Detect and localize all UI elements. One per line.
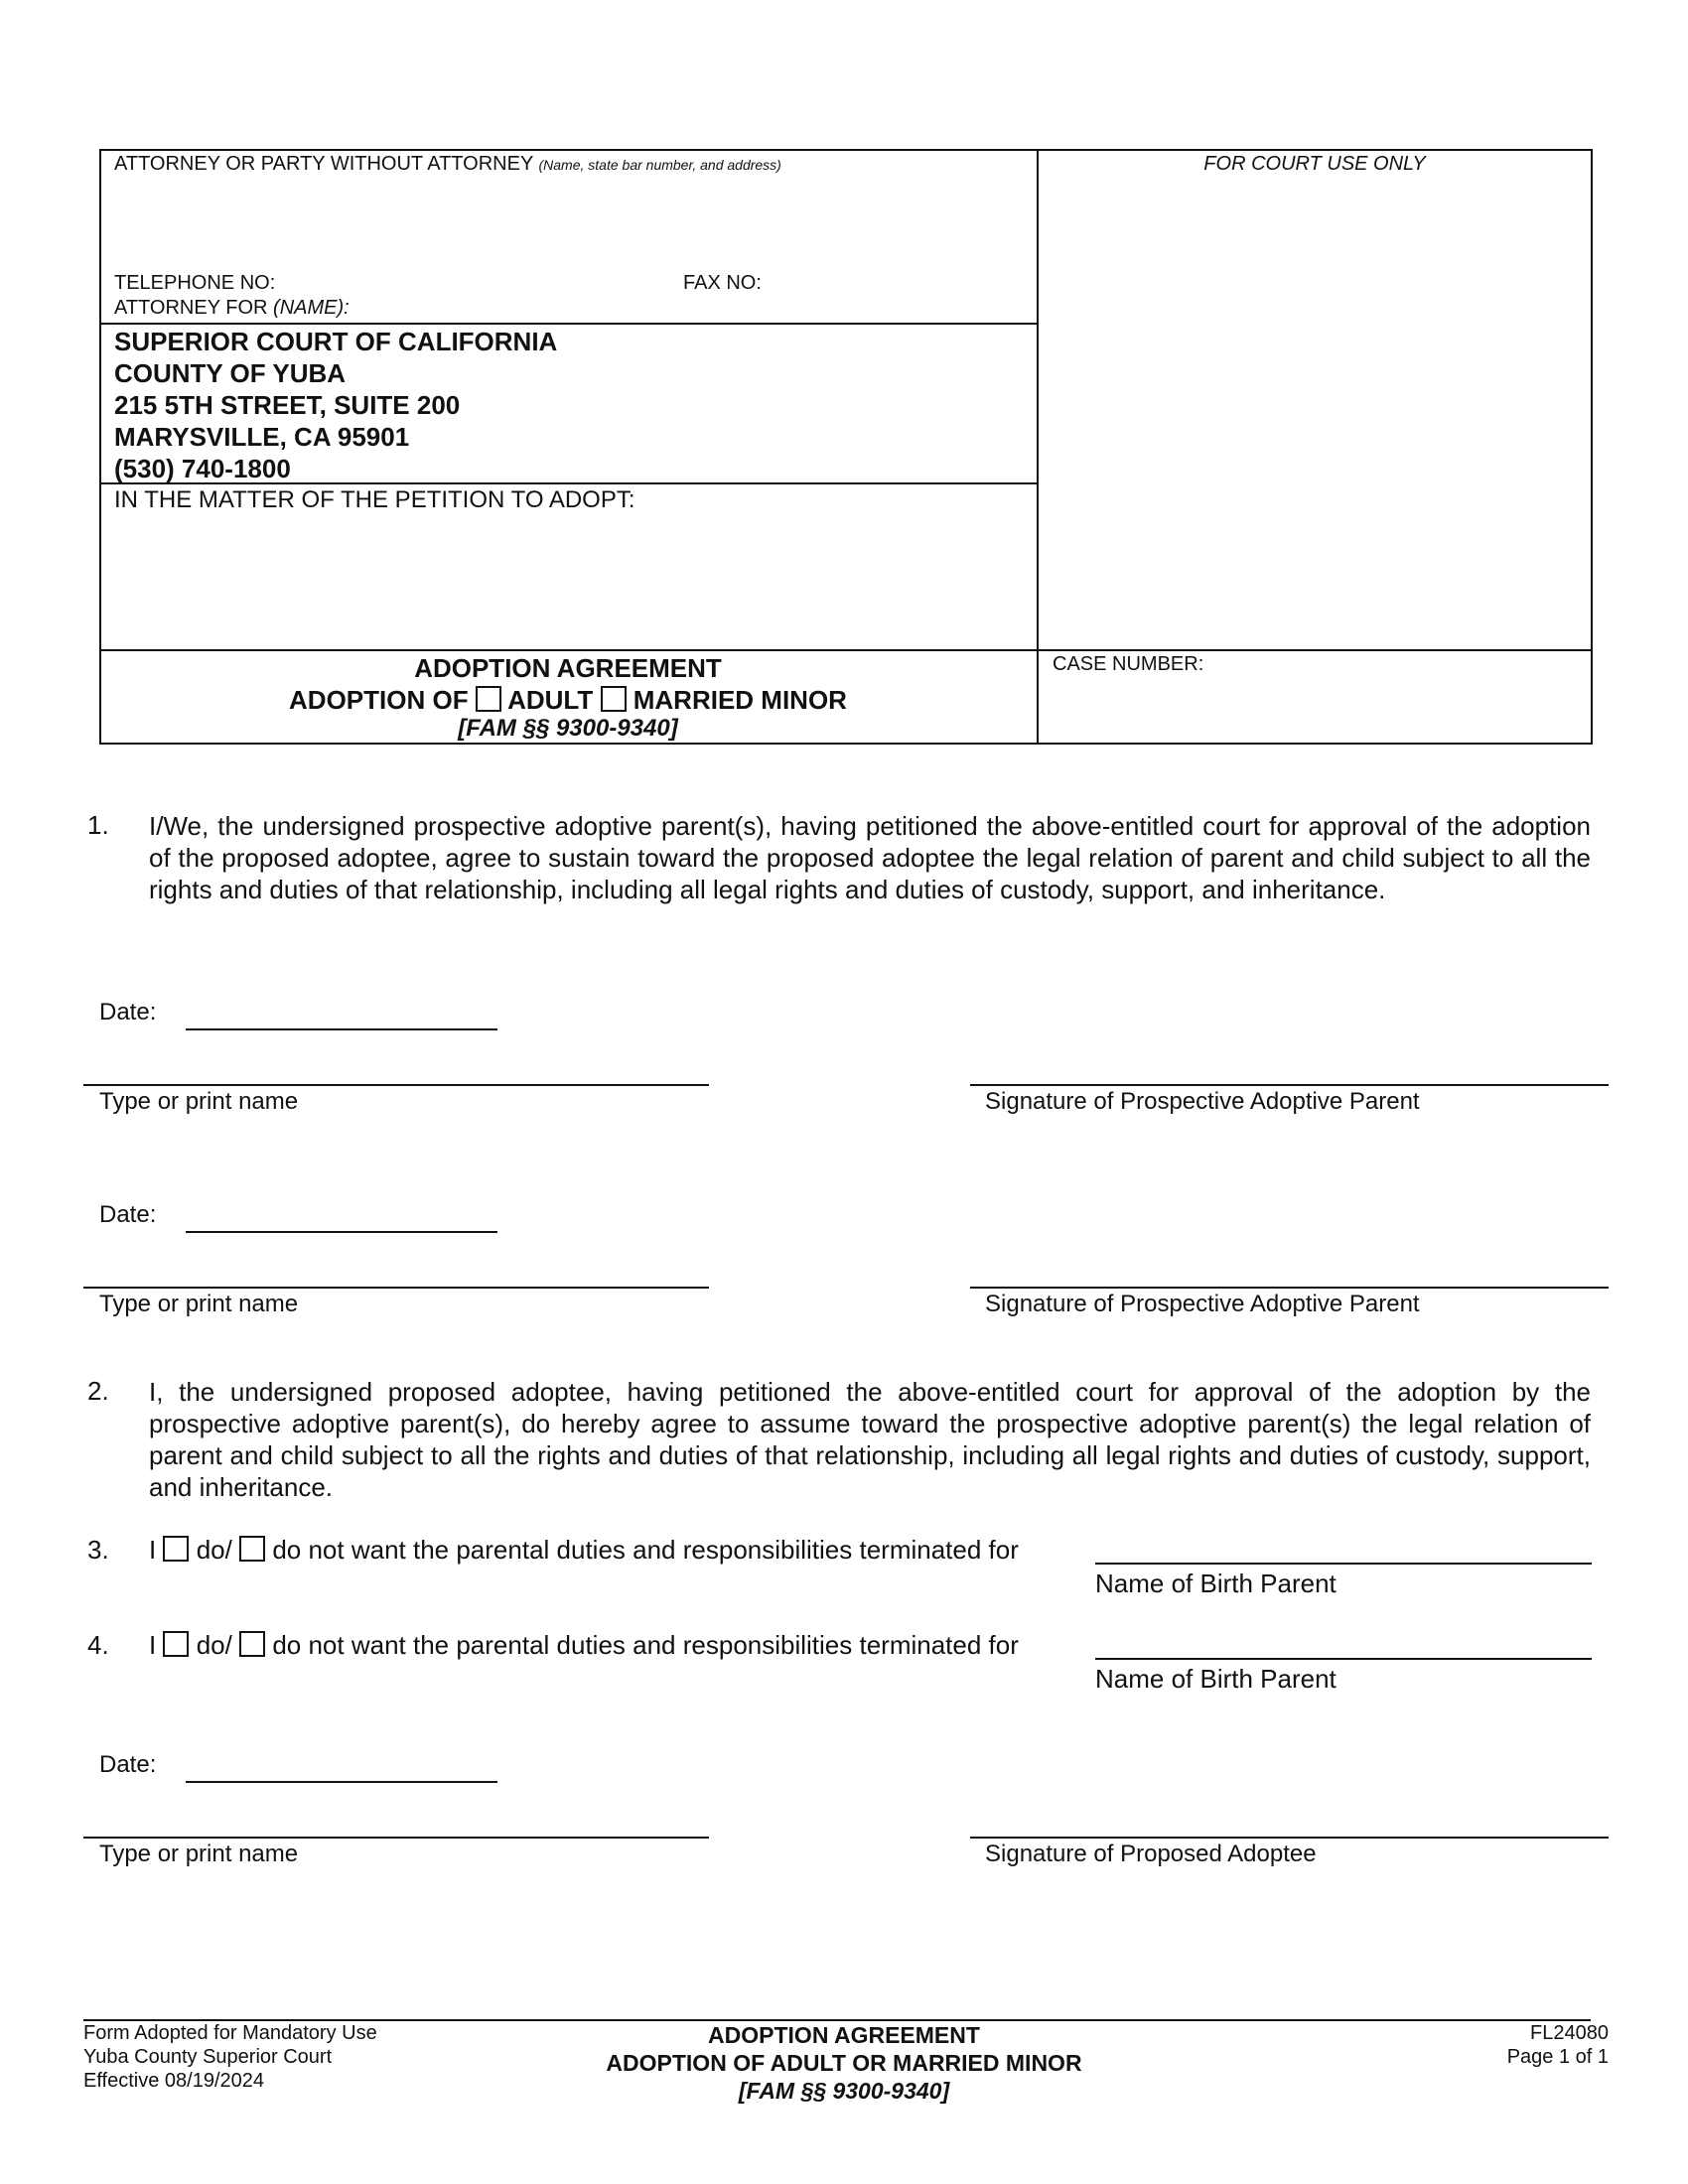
date-line[interactable]	[186, 1781, 497, 1783]
item-3-do-not-checkbox[interactable]	[239, 1536, 265, 1562]
print-name-line[interactable]	[83, 1287, 709, 1289]
court-line: MARYSVILLE, CA 95901	[114, 422, 410, 452]
attorney-section-label	[114, 153, 781, 176]
date-label: Date:	[99, 999, 157, 1025]
signature-label: Signature of Prospective Adoptive Parent	[985, 1088, 1420, 1115]
item-3-row	[149, 1535, 1019, 1566]
court-address	[114, 326, 557, 484]
attorney-label: ATTORNEY OR PARTY WITHOUT ATTORNEY	[114, 153, 533, 175]
birth-parent-line[interactable]	[1095, 1563, 1592, 1565]
page-number: Page 1 of 1	[1506, 2046, 1609, 2068]
adult-option-label: ADULT	[507, 685, 594, 715]
item-3-do-checkbox[interactable]	[163, 1536, 189, 1562]
case-number-label: CASE NUMBER:	[1053, 653, 1204, 675]
birth-parent-line[interactable]	[1095, 1658, 1592, 1660]
court-line: (530) 740-1800	[114, 454, 291, 483]
case-number-field[interactable]	[1053, 679, 1579, 737]
adult-checkbox[interactable]	[476, 686, 501, 712]
footer-right	[1390, 2021, 1609, 2069]
matter-label: IN THE MATTER OF THE PETITION TO ADOPT:	[114, 486, 635, 513]
birth-parent-label: Name of Birth Parent	[1095, 1664, 1336, 1694]
court-use-label: FOR COURT USE ONLY	[1203, 153, 1426, 175]
do-not-text: do not want the parental duties and responsibilities terminated for	[272, 1630, 1019, 1660]
court-line: 215 5TH STREET, SUITE 200	[114, 390, 461, 420]
print-name-label: Type or print name	[99, 1841, 299, 1867]
attorney-for-row	[114, 297, 350, 320]
footer-left-line: Form Adopted for Mandatory Use	[83, 2022, 377, 2044]
signature-line[interactable]	[970, 1837, 1609, 1839]
adoption-of-label: ADOPTION OF	[289, 685, 469, 715]
item-2-text: I, the undersigned proposed adoptee, having petitioned the above-entitled court for approval of the adoption by the prospective adoptive parent(s), do hereby agree to assume toward the prospective adoptive parent(s) the legal relation of parent and child subject to all the rights and duties of that relationship, including all legal rights and duties of custody, support, and inheritance.	[149, 1377, 1591, 1502]
item-3-number: 3.	[87, 1535, 109, 1565]
footer-left-line: Yuba County Superior Court	[83, 2046, 333, 2068]
attorney-for-label: ATTORNEY FOR	[114, 297, 268, 319]
print-name-label: Type or print name	[99, 1088, 299, 1115]
print-name-label: Type or print name	[99, 1291, 299, 1317]
form-number: FL24080	[1530, 2022, 1609, 2044]
date-line[interactable]	[186, 1028, 497, 1030]
item-4-row	[149, 1630, 1019, 1661]
birth-parent-label: Name of Birth Parent	[1095, 1569, 1336, 1598]
attorney-info-field[interactable]	[107, 179, 1031, 263]
footer-left-line: Effective 08/19/2024	[83, 2070, 264, 2092]
footer-center	[496, 2021, 1192, 2105]
signature-line[interactable]	[970, 1287, 1609, 1289]
item-1-text: I/We, the undersigned prospective adoptive parent(s), having petitioned the above-entitled court for approval of the adoption of the proposed adoptee, agree to sustain toward the proposed adoptee the legal relation of parent and child subject to all the rights and duties of that relationship, including all legal rights and duties of custody, support, and inheritance.	[149, 811, 1591, 904]
date-label: Date:	[99, 1201, 157, 1228]
footer-statute: [FAM §§ 9300-9340]	[738, 2078, 950, 2104]
telephone-label: TELEPHONE NO:	[114, 272, 276, 294]
footer-left	[83, 2021, 377, 2093]
matter-field[interactable]	[107, 516, 1031, 643]
court-line: SUPERIOR COURT OF CALIFORNIA	[114, 327, 558, 356]
i-label: I	[149, 1630, 157, 1660]
attorney-for-hint: (NAME):	[273, 297, 350, 319]
item-1-number: 1.	[87, 810, 109, 840]
do-label: do/	[196, 1630, 232, 1660]
married-minor-option-label: MARRIED MINOR	[633, 685, 847, 715]
signature-label: Signature of Prospective Adoptive Parent	[985, 1291, 1420, 1317]
footer-subtitle: ADOPTION OF ADULT OR MARRIED MINOR	[606, 2050, 1082, 2076]
item-2-number: 2.	[87, 1376, 109, 1406]
item-4-do-checkbox[interactable]	[163, 1631, 189, 1657]
attorney-hint: (Name, state bar number, and address)	[538, 157, 781, 173]
statute-label: [FAM §§ 9300-9340]	[458, 715, 678, 742]
footer-title: ADOPTION AGREEMENT	[708, 2022, 980, 2048]
print-name-line[interactable]	[83, 1084, 709, 1086]
court-use-area	[1043, 184, 1584, 640]
signature-line[interactable]	[970, 1084, 1609, 1086]
i-label: I	[149, 1535, 157, 1565]
form-title: ADOPTION AGREEMENT	[414, 653, 722, 683]
fax-label: FAX NO:	[683, 272, 762, 294]
married-minor-checkbox[interactable]	[601, 686, 627, 712]
adoptee-signature-label: Signature of Proposed Adoptee	[985, 1841, 1317, 1867]
item-4-do-not-checkbox[interactable]	[239, 1631, 265, 1657]
print-name-line[interactable]	[83, 1837, 709, 1839]
do-label: do/	[196, 1535, 232, 1565]
do-not-text: do not want the parental duties and responsibilities terminated for	[272, 1535, 1019, 1565]
adoption-of-row	[99, 685, 1037, 716]
date-label: Date:	[99, 1751, 157, 1778]
item-4-number: 4.	[87, 1630, 109, 1660]
date-line[interactable]	[186, 1231, 497, 1233]
court-line: COUNTY OF YUBA	[114, 358, 347, 388]
